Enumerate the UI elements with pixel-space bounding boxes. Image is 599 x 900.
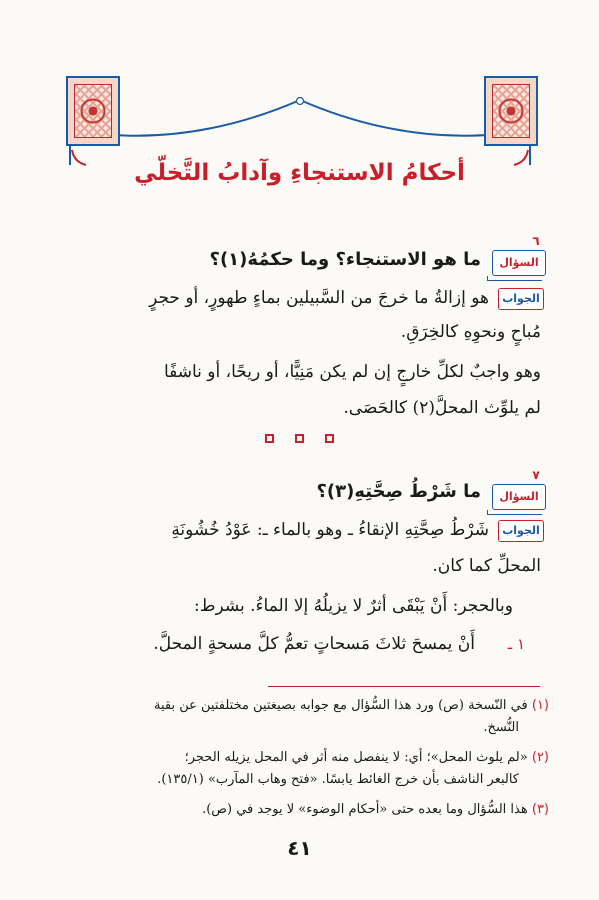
right-corner-ornament bbox=[484, 76, 538, 146]
question-6-text: ما هو الاستنجاء؟ وما حكمُهُ(١)؟ bbox=[209, 249, 481, 270]
section-separator bbox=[0, 428, 599, 447]
footnote-divider bbox=[268, 686, 540, 687]
footnote-text: في النّسخة (ص) ورد هذا السُّؤال مع جوابه بصيغتين مختلفتين عن بقية bbox=[154, 698, 528, 713]
paragraph-6-line-2: لم يلوِّث المحلَّ(٢) كالحَصَى. bbox=[343, 398, 541, 418]
question-badge: السؤال bbox=[492, 250, 546, 276]
separator-square bbox=[265, 434, 274, 443]
list-item-number: ١ ـ bbox=[507, 635, 525, 653]
answer-badge: الجواب bbox=[498, 520, 544, 542]
footnote-1-line-1 bbox=[154, 696, 549, 715]
page-number: ٤١ bbox=[287, 836, 312, 860]
question-number-6: ٦ bbox=[532, 234, 540, 248]
answer-7-line-1: شَرْطُ صِحَّتِهِ الإنقاءُ ـ وهو بالماء ـ: عَوْدُ خُشُونَةِ bbox=[171, 520, 489, 540]
footnote-number: (٣) bbox=[531, 802, 549, 817]
footnote-text: «لم يلوث المحل»؛ أي: لا ينفصل منه أثر في المحل يزيله الحجر؛ bbox=[184, 750, 528, 765]
footnote-1-line-2: النُّسخ. bbox=[483, 720, 519, 735]
left-corner-ornament bbox=[66, 76, 120, 146]
footnote-text: هذا السُّؤال وما بعده حتى «أحكام الوضوء» لا يوجد في (ص). bbox=[202, 802, 528, 817]
question-number-7: ٧ bbox=[532, 468, 540, 482]
chapter-title: أحكامُ الاستنجاءِ وآدابُ التَّخلّي bbox=[134, 160, 465, 186]
separator-square bbox=[295, 434, 304, 443]
question-badge: السؤال bbox=[492, 484, 546, 510]
footnote-number: (١) bbox=[531, 698, 549, 713]
footnote-2-line-2: كالبعر الناشف بأن خرج الغائط يابسًا. «فتح وهاب المآرب» (١٣٥/١). bbox=[157, 772, 519, 787]
footnote-2-line-1 bbox=[185, 748, 549, 767]
answer-6-line-1: هو إزالةُ ما خرجَ من السَّبيلين بماءٍ طهورٍ، أو حجرٍ bbox=[149, 288, 489, 308]
answer-7-line-2: المحلِّ كما كان. bbox=[432, 556, 541, 576]
answer-6-line-2: مُباحٍ ونحوِهِ كالخِرَقِ. bbox=[400, 322, 541, 342]
list-item-1 bbox=[153, 632, 525, 656]
paragraph-6-line-1: وهو واجبٌ لكلِّ خارجٍ إن لم يكن مَنِيًّا، أو ريحًا، أو ناشفًا bbox=[163, 362, 541, 382]
question-7-text: ما شَرْطُ صِحَّتِهِ(٣)؟ bbox=[316, 481, 481, 502]
list-item-text: أَنْ يمسحَ ثلاثَ مَسحاتٍ تعمُّ كلَّ مسحةٍ المحلَّ. bbox=[153, 634, 475, 654]
footnote-3-line-1 bbox=[202, 800, 549, 819]
answer-badge: الجواب bbox=[498, 288, 544, 310]
paragraph-7-line-1: وبالحجر: أَنْ يَبْقَى أثرٌ لا يزيلُهُ إلا الماءُ. بشرط: bbox=[194, 596, 513, 616]
separator-square bbox=[325, 434, 334, 443]
footnote-number: (٢) bbox=[531, 750, 549, 765]
